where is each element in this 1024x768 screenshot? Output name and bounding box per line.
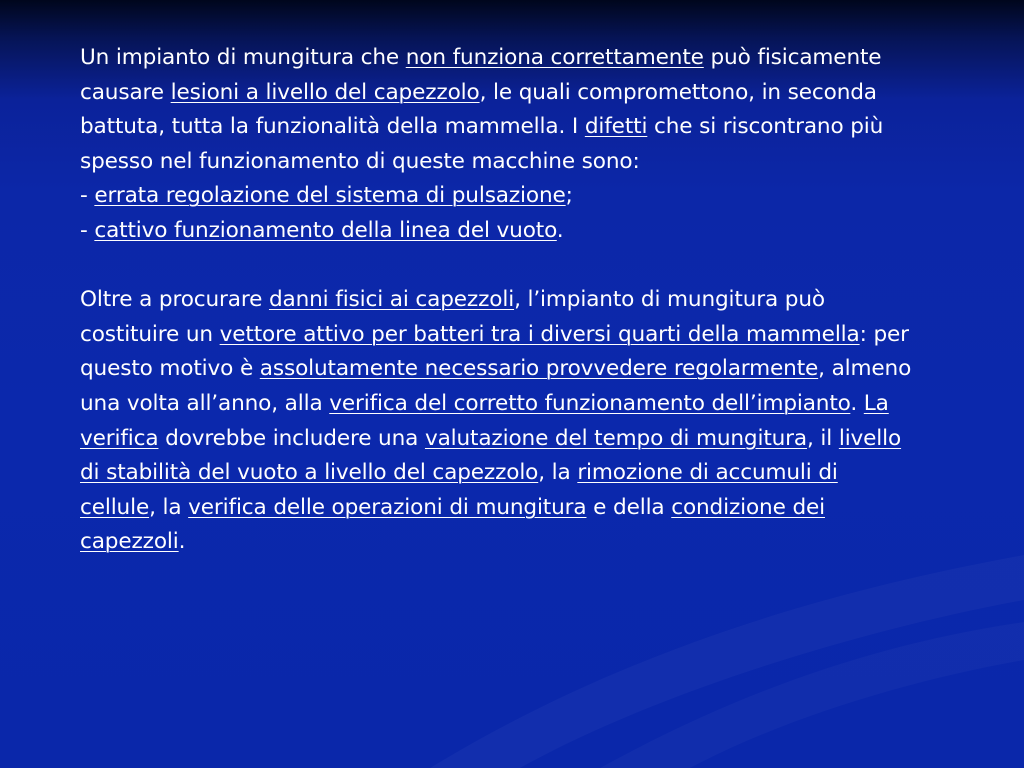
list-item (80, 179, 920, 214)
underlined-phrase: livello di stabilità del vuoto a livello del capezzolo (80, 425, 902, 486)
intro-text-3: , le quali compromettono, in seconda battuta, tutta la funzionalità della mammella. I (80, 79, 877, 140)
list-item-suffix: . (556, 217, 564, 243)
paragraph-text: : per questo motivo è (80, 321, 909, 382)
intro-text-2: può fisicamente causare (80, 45, 882, 105)
underlined-phrase: difetti (584, 114, 648, 140)
list-item-label: errata regolazione del sistema di pulsazione (94, 183, 566, 209)
underlined-phrase: valutazione del tempo di mungitura (424, 425, 807, 451)
paragraph-text: . (178, 529, 186, 555)
underlined-phrase: lesioni a livello del capezzolo (170, 79, 480, 105)
list-item-label: cattivo funzionamento della linea del vuoto (94, 217, 557, 243)
paragraph-text: , l’impianto di mungitura può costituire un (80, 287, 825, 347)
list-item-suffix: ; (565, 183, 573, 209)
paragraph-text: , il (807, 425, 839, 451)
paragraph-spacer (80, 249, 920, 284)
intro-paragraph (80, 41, 920, 179)
paragraph-text: , la (538, 460, 578, 486)
list-item-bullet: - (80, 183, 95, 209)
underlined-phrase: vettore attivo per batteri tra i diversi quarti della mammella (219, 321, 860, 347)
underlined-phrase: non funziona correttamente (405, 45, 704, 70)
paragraph-text: . (850, 390, 864, 416)
intro-text-1: Un impianto di mungitura che (80, 45, 406, 70)
paragraph-text: dovrebbe includere una (158, 425, 425, 451)
list-item-bullet: - (80, 217, 95, 243)
paragraph-text: , la (149, 494, 189, 520)
underlined-phrase: verifica delle operazioni di mungitura (188, 494, 587, 520)
paragraph-text: Oltre a procurare (80, 287, 269, 313)
second-paragraph (80, 283, 920, 560)
underlined-phrase: assolutamente necessario provvedere regolarmente (259, 356, 819, 382)
underlined-phrase: rimozione di accumuli di cellule (80, 460, 838, 520)
list-item (80, 214, 920, 249)
underlined-phrase: La verifica (80, 390, 889, 451)
intro-text-4: che si riscontrano più spesso nel funzionamento di queste macchine sono: (80, 114, 884, 174)
slide-body-text (80, 41, 920, 560)
underlined-phrase: condizione dei capezzoli (80, 494, 825, 555)
paragraph-text: e della (586, 494, 672, 520)
underlined-phrase: danni fisici ai capezzoli (268, 287, 515, 313)
underlined-phrase: verifica del corretto funzionamento dell’impianto (329, 390, 851, 416)
paragraph-text: , almeno una volta all’anno, alla (80, 356, 912, 416)
